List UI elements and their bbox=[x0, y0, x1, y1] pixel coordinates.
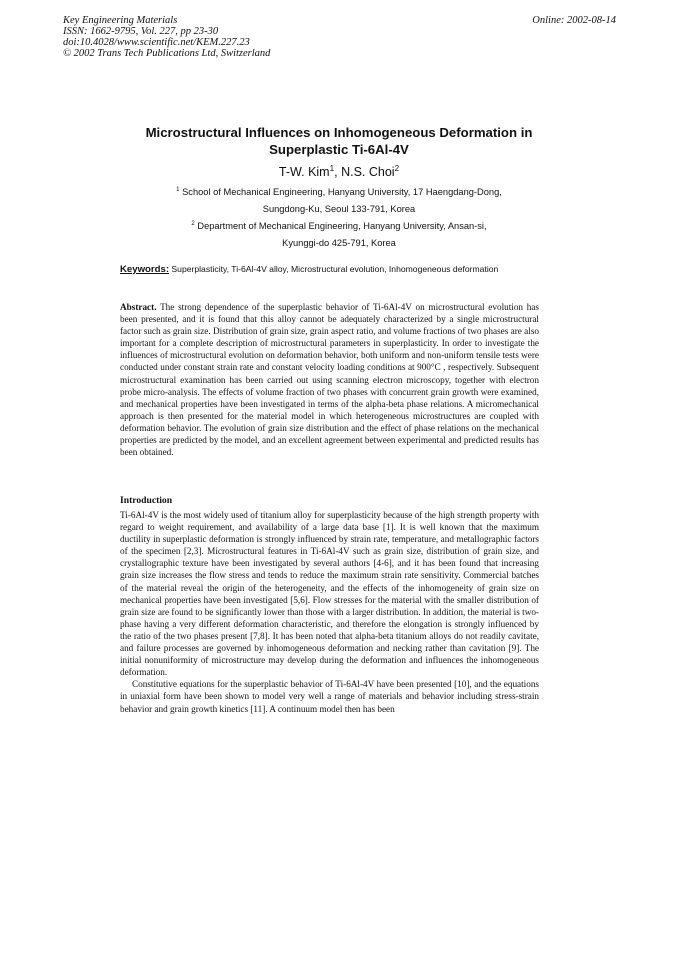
abstract bbox=[120, 301, 539, 458]
author-list bbox=[0, 165, 678, 179]
keywords-label: Keywords: bbox=[120, 264, 170, 275]
affiliation-2-mark: 2 bbox=[191, 220, 195, 227]
introduction-heading: Introduction bbox=[120, 495, 173, 506]
introduction-body bbox=[120, 509, 539, 715]
online-date: Online: 2002-08-14 bbox=[532, 15, 616, 26]
author-1-affiliation-mark: 1 bbox=[329, 163, 335, 173]
introduction-paragraph-1: Ti-6Al-4V is the most widely used of titanium alloy for superplasticity because of the high strength property with regard to weight requirement, and availability of a large data base [1]. It is well known that the maximum ductility in superplastic deformation is strongly influenced by strain rate, temperature, and metallographic factors of the specimen [2,3]. Microstructural features in Ti-6Al-4V such as grain size, distribution of grain size, and crystallographic texture have been investigated by several authors [4-6], and it has been found that increasing grain size increases the flow stress and tends to reduce the maximum strain rate sensitivity. Commercial batches of the material reveal the origin of the heterogeneity, and the effects of the inhomogeneity of grain size on mechanical properties have been investigated [5,6]. Flow stresses for the material with the smaller distribution of grain size are found to be significantly lower than those with a larger distribution. In addition, the material is two-phase having a very different deformation characteristic, and therefore the elongation is strongly influenced by the ratio of the two phases present [7,8]. It has been noted that alpha-beta titanium alloys do not readily cavitate, and failure processes are governed by inhomogeneous deformation and necking rather than cavitation [9]. The initial nonuniformity of microstructure may develop during the deformation and influences the inhomogeneous deformation. bbox=[120, 510, 539, 678]
doi-line: doi:10.4028/www.scientific.net/KEM.227.23 bbox=[63, 37, 250, 48]
title-line-2: Superplastic Ti-6Al-4V bbox=[269, 142, 409, 157]
journal-name: Key Engineering Materials bbox=[63, 15, 178, 26]
author-separator: , bbox=[334, 165, 342, 179]
paper-title bbox=[0, 124, 678, 158]
affiliation-1 bbox=[0, 184, 678, 218]
journal-header bbox=[63, 15, 616, 59]
author-1-name: T-W. Kim bbox=[278, 165, 330, 179]
keywords-text: Superplasticity, Ti-6Al-4V alloy, Microstructural evolution, Inhomogeneous deformation bbox=[169, 264, 499, 274]
author-2-affiliation-mark: 2 bbox=[394, 163, 400, 173]
abstract-label: Abstract. bbox=[120, 302, 157, 312]
title-line-1: Microstructural Influences on Inhomogeneous Deformation in bbox=[145, 125, 533, 140]
affiliation-1-mark: 1 bbox=[176, 186, 180, 193]
issn-line: ISSN: 1662-9795, Vol. 227, pp 23-30 bbox=[63, 26, 219, 37]
affiliation-2 bbox=[0, 218, 678, 252]
copyright-line: © 2002 Trans Tech Publications Ltd, Switzerland bbox=[63, 48, 271, 59]
keywords-line bbox=[120, 264, 550, 275]
affiliation-2-line-1: Department of Mechanical Engineering, Hanyang University, Ansan-si, bbox=[194, 221, 487, 231]
author-2-name: N.S. Choi bbox=[341, 165, 395, 179]
affiliation-1-line-1: School of Mechanical Engineering, Hanyang University, 17 Haengdang-Dong, bbox=[179, 187, 502, 197]
introduction-paragraph-2: Constitutive equations for the superplastic behavior of Ti-6Al-4V have been presented [10], and the equations in uniaxial form have been shown to model very well a range of materials and behavior including stress-strain behavior and grain growth kinetics [11]. A continuum model then has been bbox=[120, 679, 539, 714]
affiliation-1-line-2: Sungdong-Ku, Seoul 133-791, Korea bbox=[262, 204, 416, 214]
affiliation-2-line-2: Kyunggi-do 425-791, Korea bbox=[282, 238, 396, 248]
abstract-text: The strong dependence of the superplastic behavior of Ti-6Al-4V on microstructural evolution has been presented, and it is found that this alloy cannot be adequately characterized by a single microstructural factor such as grain size. Distribution of grain size, grain aspect ratio, and volume fractions of two phases are also important for a complete description of microstructural parameters in superplasticity. In order to investigate the influences of microstructural evolution on deformation behavior, both uniform and non-uniform tensile tests were conducted under constant strain rate and constant velocity loading conditions at 900°C , respectively. Subsequent microstructural examination has been carried out using scanning electron microscopy, together with electron probe micro-analysis. The effects of volume fraction of two phases with concurrent grain growth were examined, and mechanical properties have been investigated in terms of the alpha-beta phase relations. A micromechanical approach is then presented for the material model in which heterogeneous microstructures are coupled with deformation behavior. The evolution of grain size distribution and the effect of phase relations on the mechanical properties are predicted by the model, and an excellent agreement between experimental and predicted results has been obtained. bbox=[120, 302, 539, 458]
